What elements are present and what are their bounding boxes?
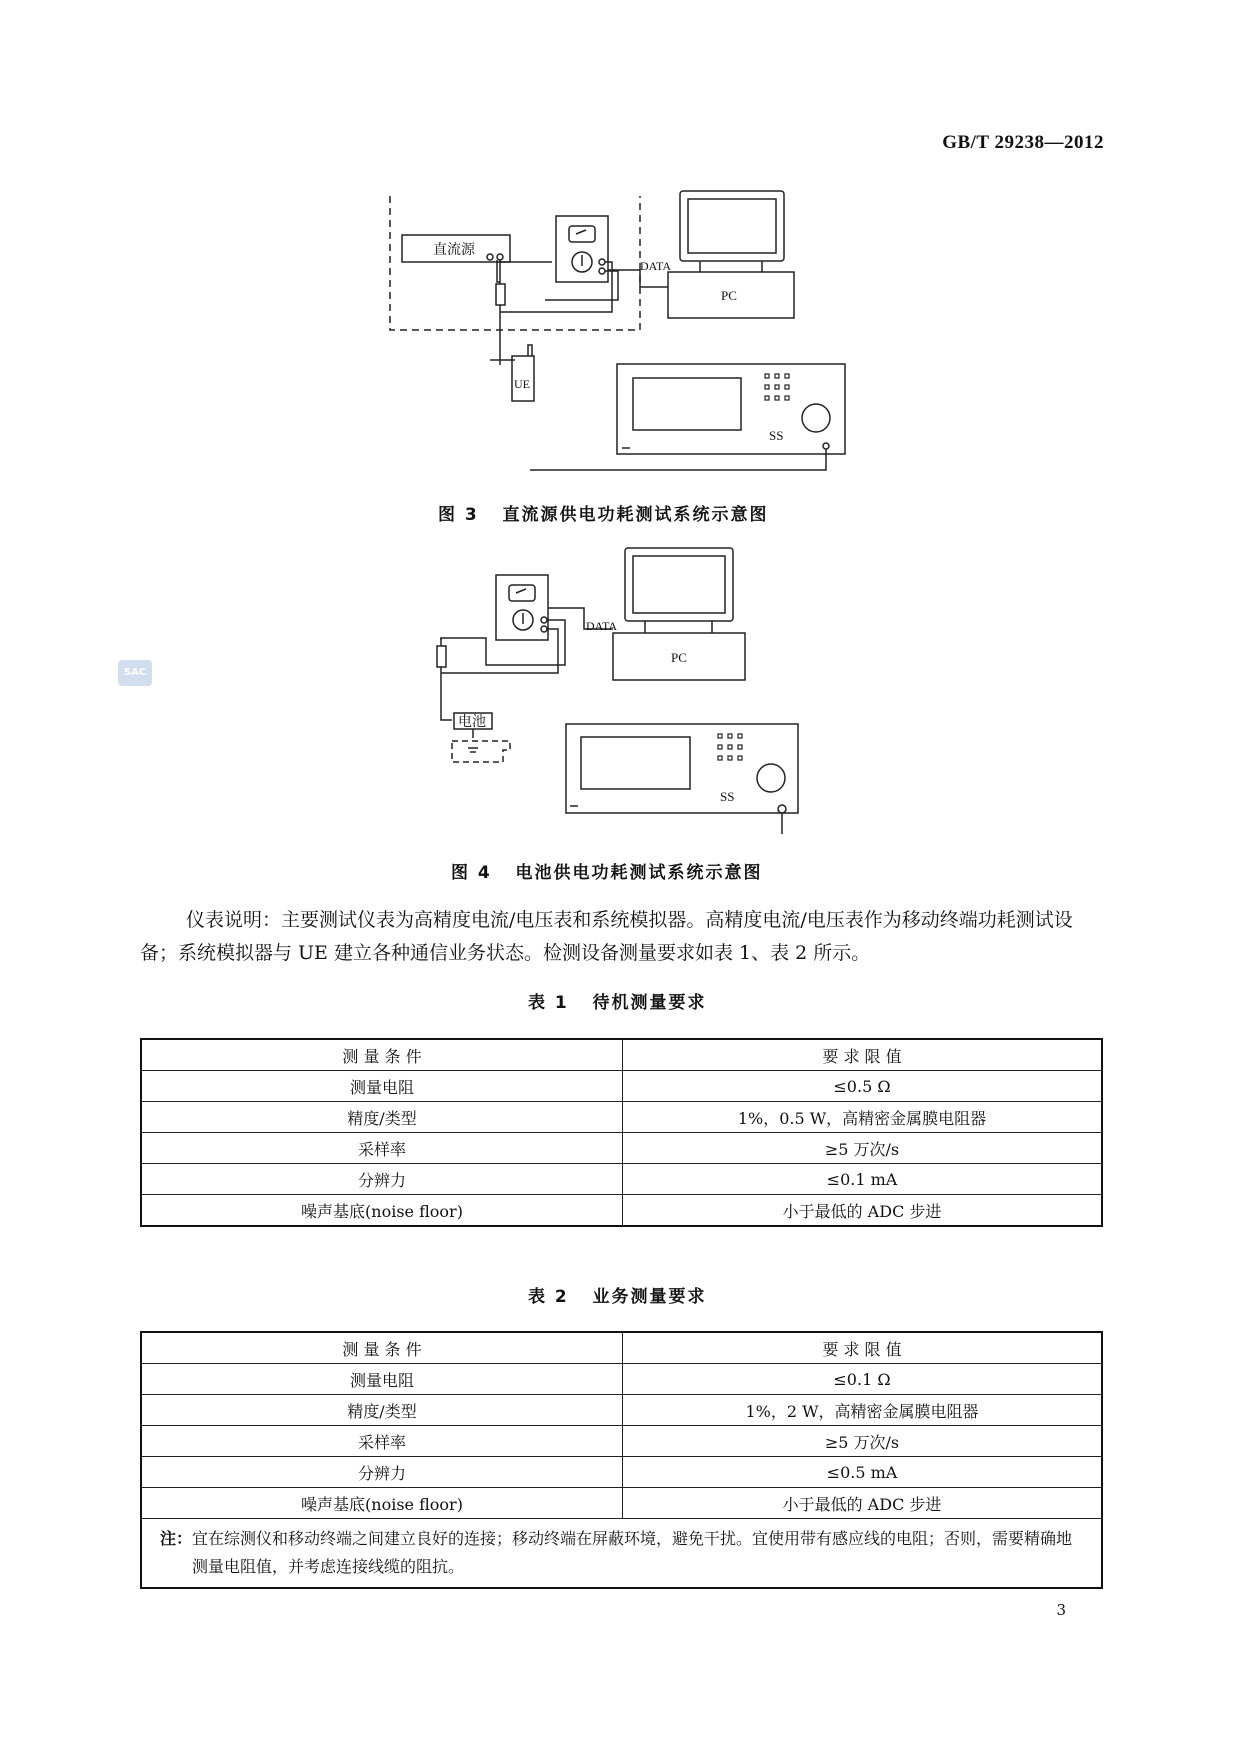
note-label: 注： [160, 1529, 193, 1548]
table-cell: ≤0.1 mA [623, 1164, 1103, 1195]
table-note-row [141, 1519, 1102, 1589]
table-header-row [141, 1332, 1102, 1364]
table-1 [140, 1038, 1103, 1227]
table-cell: ≥5 万次/s [623, 1133, 1103, 1164]
table-cell: 精度/类型 [141, 1395, 623, 1426]
ss-screen [633, 378, 741, 430]
watermark-logo: SAC [118, 660, 152, 686]
table-cell: 噪声基底(noise floor) [141, 1195, 623, 1227]
table-cell: 噪声基底(noise floor) [141, 1488, 623, 1519]
figure-3-diagram [0, 0, 1241, 500]
table-row [141, 1195, 1102, 1227]
table-row [141, 1457, 1102, 1488]
table-cell: 1%，2 W，高精密金属膜电阻器 [623, 1395, 1103, 1426]
ss-label: SS [769, 428, 784, 443]
table-cell: 采样率 [141, 1133, 623, 1164]
monitor [680, 191, 784, 261]
table-header-cell: 要 求 限 值 [623, 1332, 1103, 1364]
table-note [141, 1519, 1102, 1589]
battery-label: 电池 [458, 715, 486, 730]
table-row [141, 1488, 1102, 1519]
table-header-cell: 测 量 条 件 [141, 1039, 623, 1071]
table-cell: 分辨力 [141, 1164, 623, 1195]
table-header-row [141, 1039, 1102, 1071]
table-row [141, 1364, 1102, 1395]
figure-3-caption: 图 3 直流源供电功耗测试系统示意图 [438, 505, 769, 525]
table-1-caption: 表 1 待机测量要求 [528, 993, 707, 1013]
figure-4-caption: 图 4 电池供电功耗测试系统示意图 [451, 863, 763, 883]
table-cell: ≤0.1 Ω [623, 1364, 1103, 1395]
ue-label: UE [514, 377, 530, 391]
table-row [141, 1071, 1102, 1102]
pc-label: PC [671, 650, 687, 665]
page-number: 3 [1056, 1601, 1066, 1619]
table-header-cell: 测 量 条 件 [141, 1332, 623, 1364]
table-cell: 测量电阻 [141, 1364, 623, 1395]
note-text: 宜在综测仪和移动终端之间建立良好的连接；移动终端在屏蔽环境，避免干扰。宜使用带有感应线的电阻；否则，需要精确地测量电阻值，并考虑连接线缆的阻抗。 [192, 1529, 1073, 1576]
table-cell: 精度/类型 [141, 1102, 623, 1133]
monitor [625, 548, 733, 621]
table-cell: ≤0.5 mA [623, 1457, 1103, 1488]
ss-label: SS [720, 789, 735, 804]
table-cell: 小于最低的 ADC 步进 [623, 1488, 1103, 1519]
resistor [496, 284, 505, 305]
table-row [141, 1102, 1102, 1133]
data-label: DATA [586, 619, 618, 633]
table-2-caption: 表 2 业务测量要求 [528, 1287, 707, 1307]
table-cell: ≤0.5 Ω [623, 1071, 1103, 1102]
table-cell: 小于最低的 ADC 步进 [623, 1195, 1103, 1227]
table-cell: 测量电阻 [141, 1071, 623, 1102]
ss-screen [581, 737, 690, 789]
instrument-description: 仪表说明：主要测试仪表为高精度电流/电压表和系统模拟器。高精度电流/电压表作为移动终端功耗测试设备；系统模拟器与 UE 建立各种通信业务状态。检测设备测量要求如表 1、表 2 所示。 [140, 909, 1073, 964]
table-2 [140, 1331, 1103, 1589]
data-label: DATA [640, 259, 672, 273]
resistor [437, 646, 446, 667]
table-cell: 采样率 [141, 1426, 623, 1457]
table-row [141, 1395, 1102, 1426]
table-cell: ≥5 万次/s [623, 1426, 1103, 1457]
dc-source-label: 直流源 [433, 243, 475, 258]
table-header-cell: 要 求 限 值 [623, 1039, 1103, 1071]
standard-number: GB/T 29238—2012 [942, 132, 1104, 153]
table-row [141, 1164, 1102, 1195]
table-row [141, 1133, 1102, 1164]
table-row [141, 1426, 1102, 1457]
figure-4-diagram [0, 530, 1241, 840]
pc-label: PC [721, 288, 737, 303]
table-cell: 分辨力 [141, 1457, 623, 1488]
table-cell: 1%，0.5 W，高精密金属膜电阻器 [623, 1102, 1103, 1133]
